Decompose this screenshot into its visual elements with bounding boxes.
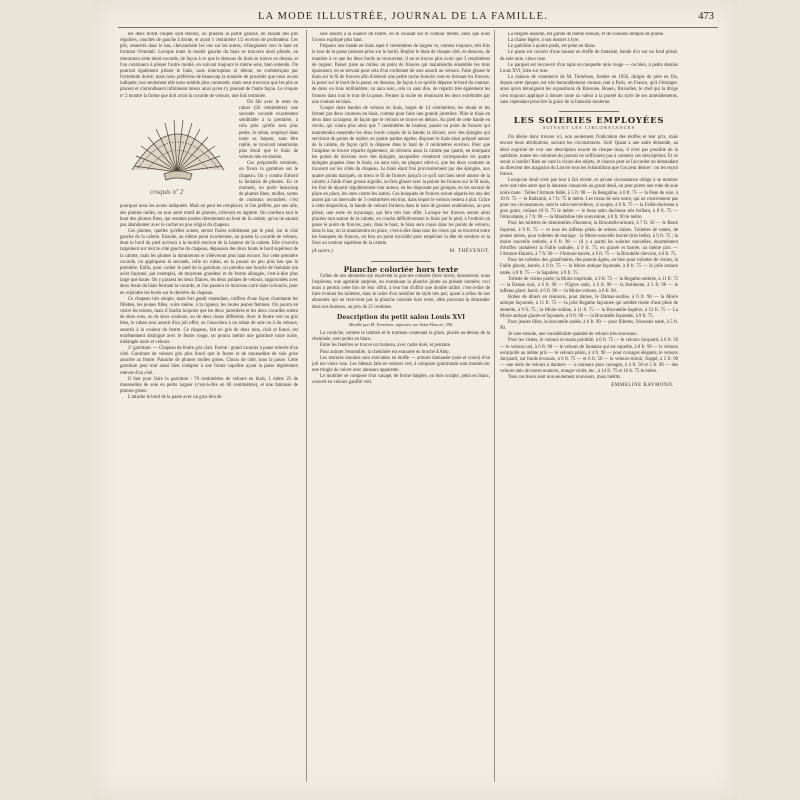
column-1: [120, 32, 298, 780]
column-rule-1: [306, 30, 307, 782]
section-divider: [371, 261, 431, 262]
paragraph: Ce chapeau très simple, mais fort gentil cependant, coiffera d'une façon charmante les fillettes, les jeunes filles, voire même, à la rigueur, les toutes jeunes femmes. On pourra en varier les teintes, mais il faudra toujours que les deux jarretières et les deux cocardes soient de deux tons, ou de deux couleurs, ou de deux tissus différents. Avec le feutre vert ou gris bleu, le ruban sera assorti d'un joli effet; on l'associera à un ruban de soie ou à du velours, assortis à la couleur du feutre. Ce chapeau, fait en gris de deux tons, clair et foncé, est extrêmement distingué avec le feutre rouge, on pourra mettre une garniture toute noire, mélangée noire et velours.: [120, 296, 298, 345]
section-title: LES SOIERIES EMPLOYÉES: [513, 115, 665, 126]
paragraph: 2º garniture. — Chapeau de feutre gris clair. Forme : grand canotier à passe relevée d'un côté. Garniture de velours gris plus foncé que le feutre et de mousseline de soie grise assortie au feutre. Panache de plumes molles grises. Choux de côté, sous la passe. Cette garniture peut tout aussi bien s'adapter à une forme capeline ayant la passe légèrement relevée d'un côté.: [120, 345, 298, 376]
paragraph: Couper deux bandes de velours en biais, larges de 14 centimètres; les réunir et les fermer par deux coutures en biais, comme pour faire une grande jarretière. Plier le biais en deux dans sa largeur, de façon que le velours se trouve en dehors. Au pied de cette bande en cercle, qui n'aura plus alors que 7 centimètres de hauteur, passer un point de fronces qui maintiendra ensemble les deux bords coupés de la bande; la diviser, avec des épingles qui serviront de points de repère, en quatre parties égales; disposer le biais ainsi préparé autour de la calotte, de façon qu'il la dépasse dans le haut de 4 centimètres environ. Pour que l'ampleur se trouve répartie également, on divisera aussi la calotte par quarts, en marquant les points de division avec des épingles, auxquelles viendront correspondre les quatre épingles piquées dans le biais; on aura soin, en plaçant celui-ci, que les deux coutures se trouvent sur les côtés du chapeau. Le biais étant fixé provisoirement par des épingles, aux quatre points marqués, on tirera le fil de fronces jusqu'à ce qu'il soit bien serré autour de la calotte; à l'aide d'une grosse aiguille, on fera glisser avec la pointe les fronces sur le fil mais, les fixé de répartir régulièrement tout autour, en les disposant par groupes, en les serrant de place en place, les unes contre les autres. Ces bouquets de fronces seront séparés les uns des autres par un intervalle de 3 centimètres environ, dans lequel le velours restera à plat. Grâce à cette disposition, la bande de velours formera dans le haut de grosses ondulations, un peu plissé, une sorte de tuyautage, qui fera très bon effet. Lorsque les fronces seront ainsi placées tout autour de la calotte, on coudra définitivement le biais par le pied, à l'endroit où passe le point de fronces, puis, dans le haut, le biais sera cousu dans les points de velours, dans le bas, on la maintiendra en place, c'est-à-dire dans tous les creux qui se trouvent entre les bouquets de fronces, en fera un point invisible pour empêcher la tête de rembrer et la fixer au contour supérieur de la calotte.: [312, 105, 490, 247]
paragraph: Ces préparatifs terminés, on fixera la garniture sur le chapeau. On y coudra d'abord la fantaisie de plumes. En ce moment, on porte beaucoup de plumes fines, molles, sortes de couteaux recourbés; c'est pourquoi nous les avons indiquées. Mais on peut les remplacer, si l'on préfère, par une aile, des plumes raides, ou tout autre motif de plumes, s'élevant en aigrette. On courbera tout le bout des plumes fines, qui seraient posées directement au bout de la calotte, qu'on ne saurait pas abandonner avec le cachet au pou origial du chapeau.: [120, 161, 298, 228]
paragraph: Entre les fenêtres se trouve un trumeau, avec cadre doré, et peinture.: [320, 343, 452, 349]
column-3: [500, 32, 678, 780]
fan-sketch-figure: [120, 102, 235, 197]
paragraph: Pour les toilettes des grand'mères, des parents âgées, en bien pour toilettes de visites, la Faille glacée, barrée, à 9 fr. 75 — la Moire antique façonnée, à 8 fr. 75 — la jolie armure natée, à 8 fr. 75 — la Sapolère, à 9 fr. 75.: [500, 258, 678, 276]
section-title: Planche coloriée hors texte: [343, 264, 459, 274]
paragraph: Le guéridon à quatre pieds, est peint en blanc.: [508, 44, 597, 50]
paragraph: La maison de commerce de M. Tornéisen, fondée en 1850, dirigée de père en fils, depuis cette époque, est très honorablement connue, tant à Paris, en France, qu'à l'étranger, ainsi qu'en témoignent les expositions de Bavenne, Rouen, Bruxelles; le chef qui la dirige s'est toujours appliqué à donner toute sa valeur à la pureté du style de ses ameublements, sans cependant proscrire la grâce de la fantaisie moderne.: [500, 75, 678, 105]
paragraph: Pour les toilettes de demoiselles d'honneur, la Brocatelle-armure, à 7 fr. 50 — le Barré façonné, à 9 fr. 75 — et tous les taffetas pékin de teintes claires. Toilettes de tantes, de jeunes mères, pour toilettes de mariage : la Moire-nouvelle barrée (très belle), à 9 fr. 75 ; la moire nouvelle ombrée, à 6 fr. 90 — (il y a parmi les soieries nouvelles, énormément d'étoffes ondulées) la Faille ondulée, à 9 fr. 75, en glacée et barrée, au même prix — l'Armure-Damier, à 7 fr. 90 — l'Armure barrée, à 6 fr. 75 — la Broutelle-chevron, à 6 fr. 75.: [500, 221, 678, 258]
paragraph: Ces plumes, quelles qu'elles soient, seront fixées solidement par le pied, sur le côté gauche de la calotte. Ensuite, au même point exactement, on posera la cocarde de velours, dont le bord du pied arrivera à la moitié environ de la hauteur de la calotte. Elle s'ouvrira largement sur tout le côté gauche du chapeau, dépassera des deux bouts le bord supérieur de la calotte, mais les plumes la domineront et s'élèveront plus haut encore. Sur cette première cocarde, on appliquera la seconde, celle en ruban, en la posant un peu plus bas que la première. Enfin, pour cacher le pied de la garniture, on prendra une boucle de fantaisie (en acier façonné, par exemple), de moyenne grandeur et de forme allongée, c'est-à-dire plus large que haute. On y passera les deux filaires, les deux pointes de velours, rapprochées avec deux bouts du biais fermant la cocarde, et l'on passera ce morceau carré dans la boucle, pour en rejoindre les bords sur le derrière du chapeau.: [120, 229, 298, 296]
column-2: [312, 32, 490, 780]
paragraph: On désire donc trouver ici, non seulement l'indication des étoffes et leur prix, mais encore leurs attributions, suivant les circonstances. Soit! Quant à une autre demande, au désir exprimé de voir une description exacte de chaque tissu, il n'est pas possible de la satisfaire, toutes les colonnes du journal ne suffiraient pas à contenir ces descriptions. Et ce serait si inutile! Rien ne vaut la vision des objets, et chacun peut se l'accorder en demandant au directeur des magasins du Louvre tous les échantillons que l'on peut désirer : on les reçoit franco.: [500, 135, 678, 178]
paragraph: Les tentures murales sont exécutées en étoffe — armure damassée (soie et coton) d'un joli ton vieux rose. Les rideaux faits en velours vert, à comparer gourmands sont montés sur une tringle de cuivre avec anneaux apparents.: [312, 355, 490, 373]
paragraph: La chaise légère, à son dossier à lyre.: [508, 38, 580, 44]
subsection-title: Description du petit salon Louis XVI: [336, 313, 466, 321]
paragraph: Robes de dîners en réunions, pour dames, le Damas-ondine, à 6 fr. 90 — la Moire antique façonnée, à 11 fr. 75 — la jolie Regathe façonnée qui semble tissée d'une pluie de dentelle, à 9 fr. 75 ; la Moire ondine, à 11 fr. 75 — la Brocatelle-Saphire, à 12 fr. 75 — La Moire antique glacée et façonnée, à 8 fr. 90 — la Brocatelle façonnée, à 9 fr. 75.: [500, 295, 678, 319]
paragraph: Toilette de visites parée; la Moire impériale, à 9 fr. 75 — la Regathe-ombrée, à 11 fr. 75 — la Damas noir, à 6 fr. 90 — l'Ogive satin, à 6 fr. 90 — la Hollienne, à 5 fr. 90 — le taffetas glacé, barré, à 6 fr. 90 — la Moire-velours, à 8 fr. 90.: [500, 276, 678, 295]
paragraph: soie assorti à la nuance du feutre, en le cousant sur le contour même, ainsi que nous l'avons expliqué plus haut.: [312, 32, 490, 44]
page-number: 473: [698, 11, 714, 22]
author-signature: M. THÉVENOT.: [449, 249, 490, 255]
paragraph: L'attache le bord de la passe avec un gros lien de: [128, 395, 222, 401]
cocarde-sketch-icon: [120, 102, 235, 197]
section-subtitle: SUIVANT LES CIRCONSTANCES: [542, 125, 636, 131]
fan-caption: croquis nº 2: [150, 187, 184, 196]
page-header: [118, 11, 718, 28]
paragraph: Pour animer l'ensemble, la cheminée est entourée en broché d'Alep.: [320, 349, 450, 355]
paragraph: Lorsqu'un deuil n'est pas tout à fait récent, et qu'une circonstance oblige à se montrer avec une robe autre que la laineuse consacrée au grand deuil, on peut porter une robe de soie noire mate : Telles l'Armure fublé, à 5 fr. 90 — la Bengaline, à 6 fr. 75 — la Peau de soie, à 10 fr. 75 — le Radzimir, à 7 fr. 75 le mètre. Les tissus de soie noire, qui ne conviennent pas pour ces circonstances, sont le satin merveilleux, si souple, à 6 fr. 75 — la Faille-duchesse à gros grain, coûtant 10 fr. 75 le mètre — le beau satin duchesse très brillant, à 8 fr. 75 — l'étincelante, à 7 fr. 90 — la Mandoline très souveraine, à 8 fr. 90 le mètre.: [500, 178, 678, 221]
paragraph: Préparer une bande en biais aqué 6 centimètres de largeur et, comme toujours, très fois le tour de la passe (mesure prise sur le bord). Replier le biais de chaque côté, en dessous, de manière à ce que les deux bords se recouvrent, il ne se trouve plus avoir que 3 centimètres de largeur. Passer juste au milieu un point de fronces qui maintiendra ensemble les trois épaisseurs, en se servant pour cela d'un cordonnet de soie assorti au velours. Faire glisser le biais sur le fil de fronces afin d'obtenir une petite ruche froncée; tout en fermant les fronces, la poser sur le bord de la passe, en dessous, de façon à ce qu'elle dépasse le bord du contour, de deux ou trois millimètres; on aura soin, cela va sans dire, de répartir très également les fronces dans tout le tour de la passe. Fermer la ruche en réunissant les deux extrémités par une couture en biais.: [312, 44, 490, 105]
paragraph: Le piano est couvert d'une housse en étoffe de fantaisie, bande d'or sur un fond plissé, de soie unie, vieux rose.: [500, 50, 678, 62]
section-divider: [559, 111, 619, 112]
paragraph: La corniche, comme le lambris et le trumeau contenant la glace, placée au-dessus de la cheminée, sont peints en blanc.: [312, 331, 490, 343]
paragraph: les deux bords coupés sont réunis), on plissera la partie gauche, en faisant des plis réguliers, couchés de gauche à droite, et ayant 1 centimètre 1/2 environ de profondeur. Ces plis, resserrés dans le bas, chevauchent les uns sur les autres, s'élargissent vers le haut en formant l'éventail. Lorsque toute la moitié gauche du biais se trouvera ainsi plissée, en retournera cette demi-cocarde, de façon à ce que le dessous du biais se trouve en dessus, et l'on continuera à plisser l'autre moitié, en suivant toujours le même sens, bien entendu. On pourrait également plisser le biais, sans interruption ni détour, en commençant par l'extrémité droite; mais nous préférons de beaucoup la manière de procéder que nous avons indiquée; nos seulement elle nous semble plus commode, mais nous trouvons que les plis se placent et s'arrondissent infiniment mieux ainsi qu'en s'y prenant de l'autre façon. Le croquis nº 2 montre la forme que doit avoir la cocarde de velours, une fois terminée.: [120, 32, 298, 99]
to-be-continued-note: (A suivre.): [312, 249, 333, 255]
paragraph: Celles de nos abonnées qui reçoivent la gravure coloriée (hors texte), épouseront, nous l'espérons, une agréable surprise, en examinant la planche jointe au présent numéro; ceci nous a permis cette fois de leur offrir, à leur but d'offrir une double utilité, c'est-à-dire de faire évoluer les toilettes, dans le cadre d'un mobilier de style très pur; quant à celles de nos abonnées qui ne recevront pas la planche coloriée hors texte, elles pourront la demander dans nos bureaux, au prix de 25 centimes.: [312, 273, 490, 310]
journal-title: LA MODE ILLUSTRÉE, JOURNAL DE LA FAMILLE.: [258, 11, 549, 22]
paragraph: Pour les visites, le velours écossais pointillé, à 6 fr. 75 — le velours Jacquard, à 6 fr. 50 — le velours uni, à 6 fr. 90 — le velours de fantaisie qui est superbe, à 8 fr. 90 — le velours escarpolle au même prix — le velours pékin, à 4 fr. 90 — pour corsages élégants, le velours Jacquard, sur fonds écossais, à 6 fr. 75 — et 6 fr. 50 — le velours-miroir, frappé, à 5 fr. 90 — une série de velours à damiers — à carreaux pour corsages, à 4 fr. 50 et 5 fr. 90 — des velours unis de toutes nuances, orange-violet, etc., à 14 fr. 75 et 16 fr. 75 le mètre.: [500, 338, 678, 375]
paragraph: Je note ensuite, une considérable quantité de velours très nouveaux.: [508, 332, 638, 338]
author-signature: EMMELINE RAYMOND.: [611, 383, 674, 389]
paragraph: Le mobilier se compose d'un canapé, de ferme balgère, ou bois sculpté, peint en blanc, couvert en velours gauffré vert.: [312, 374, 490, 386]
paragraph: Il faut pour faire la garniture : 70 centimètres de velours en biais; 1 mètre 25 de mousseline de soie en petits largeur (c'est-à-dire en 60 centimètres), et une fantaisie de plumes grises.: [120, 376, 298, 395]
column-rule-2: [494, 30, 495, 782]
paragraph: Le parquet est recouvert d'un tapis en moquette unie rouge — ou bien, à petits dessins Louis XVI, bleu sur rose.: [500, 62, 678, 74]
subsection-note: Meublé par M. Tornéisen, tapissier, rue Saint-Honoré, 396.: [348, 321, 454, 327]
paragraph: Tous ces tissus sont non seulement nouveaux, mais inédits.: [508, 375, 622, 381]
paragraph: Pour jeunes filles, la brocatelle ondée, à 6 fr. 90 — pour fillettes, l'écossais natté, à 5 fr. 90.: [500, 319, 678, 332]
paragraph: La bergère assortie, est garnie de même velours, et de coussins remplis de plume.: [508, 32, 665, 37]
paragraph: On fait avec le reste du ruban (50 centimètres) une seconde cocarde exactement semblable à la première, à cela près qu'elle sera plus petite, le ruban, employé dans toute sa largeur, sans être replié, se trouvant néanmoins plus étroit que le biais de velours mis en double.: [239, 99, 298, 161]
